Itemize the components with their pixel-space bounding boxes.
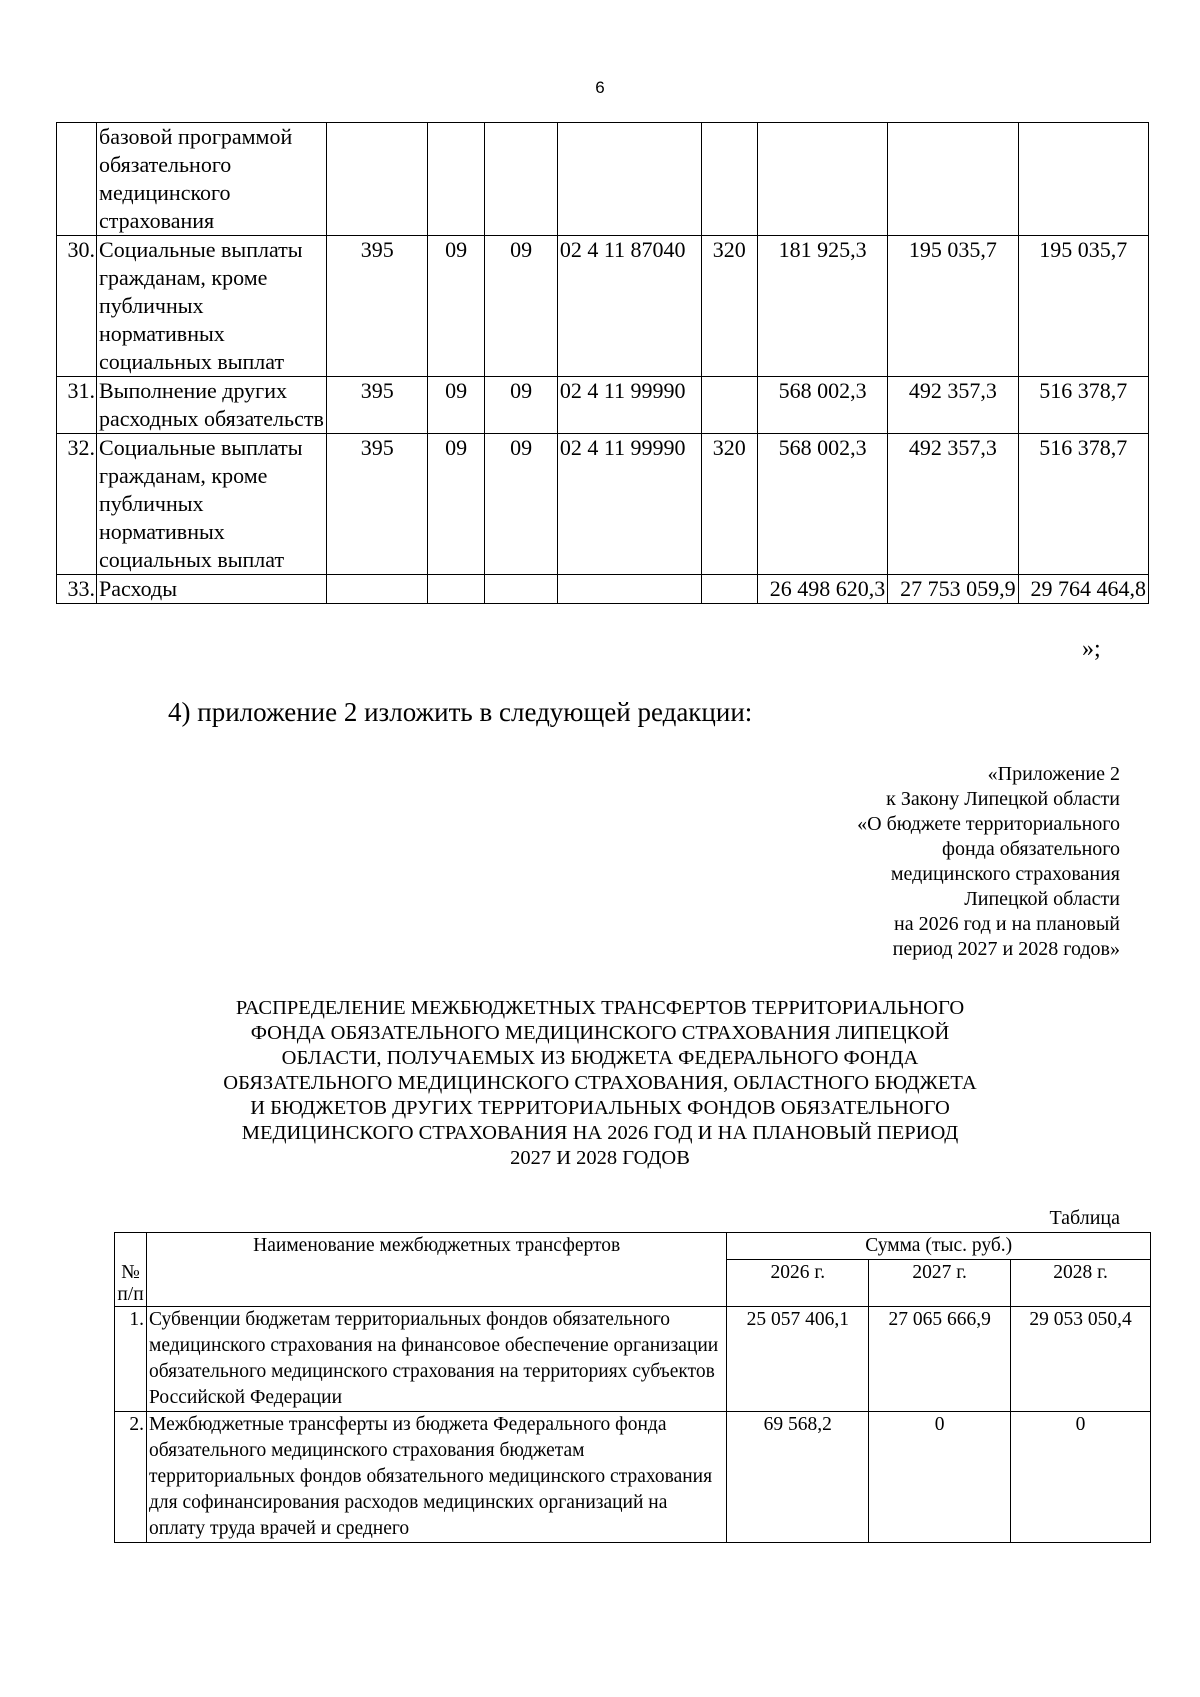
- heading-line: 2027 И 2028 ГОДОВ: [510, 1147, 690, 1169]
- row-2027: 27 065 666,9: [869, 1307, 1011, 1412]
- row-glav: [327, 123, 428, 236]
- row-name: Субвенции бюджетам территориальных фондов обязательного медицинского страхования на финансовое обеспечение организации обязательного медицинского страхования на территориях субъектов Российской Федерации: [146, 1307, 726, 1412]
- transfers-table: [114, 1232, 1151, 1543]
- row-rz: [428, 123, 485, 236]
- row-2027: 492 357,3: [888, 377, 1018, 434]
- row-2026: 26 498 620,3: [757, 575, 887, 604]
- col-header-2026: 2026 г.: [727, 1260, 869, 1307]
- row-pr: 09: [485, 377, 557, 434]
- row-vr: [701, 575, 757, 604]
- page-number: 6: [595, 78, 605, 97]
- table-row: [57, 434, 1149, 575]
- row-2028: 29 764 464,8: [1018, 575, 1148, 604]
- col-header-2028: 2028 г.: [1011, 1260, 1151, 1307]
- row-name: Выполнение других расходных обязательств: [97, 377, 327, 434]
- row-glav: [327, 575, 428, 604]
- row-2028: 29 053 050,4: [1011, 1307, 1151, 1412]
- heading-line: И БЮДЖЕТОВ ДРУГИХ ТЕРРИТОРИАЛЬНЫХ ФОНДОВ ОБЯЗАТЕЛЬНОГО: [250, 1097, 950, 1119]
- row-2027: 492 357,3: [888, 434, 1018, 575]
- heading-line: РАСПРЕДЕЛЕНИЕ МЕЖБЮДЖЕТНЫХ ТРАНСФЕРТОВ ТЕРРИТОРИАЛЬНОГО: [235, 997, 965, 1019]
- row-vr: 320: [701, 434, 757, 575]
- row-number: [57, 123, 97, 236]
- row-vr: [701, 123, 757, 236]
- row-rz: 09: [428, 377, 485, 434]
- row-glav: 395: [327, 434, 428, 575]
- row-2028: 516 378,7: [1018, 434, 1148, 575]
- row-csr: [557, 575, 701, 604]
- row-number: 30.: [57, 236, 97, 377]
- row-rz: 09: [428, 236, 485, 377]
- heading-line: ОБЛАСТИ, ПОЛУЧАЕМЫХ ИЗ БЮДЖЕТА ФЕДЕРАЛЬНОГО ФОНДА: [281, 1047, 919, 1069]
- row-2027: [888, 123, 1018, 236]
- row-name: базовой программой обязательного медицинского страхования: [97, 123, 327, 236]
- row-glav: 395: [327, 236, 428, 377]
- appendix-line: Липецкой области: [964, 888, 1120, 910]
- appendix-line: фонда обязательного: [942, 838, 1120, 860]
- table-row: [115, 1412, 1151, 1543]
- heading-line: МЕДИЦИНСКОГО СТРАХОВАНИЯ НА 2026 ГОД И НА ПЛАНОВЫЙ ПЕРИОД: [241, 1122, 959, 1144]
- row-number: 31.: [57, 377, 97, 434]
- row-number: 32.: [57, 434, 97, 575]
- col-header-sum: Сумма (тыс. руб.): [727, 1233, 1151, 1260]
- row-name: Расходы: [97, 575, 327, 604]
- row-csr: 02 4 11 87040: [557, 236, 701, 377]
- row-2028: 195 035,7: [1018, 236, 1148, 377]
- section-heading: [100, 996, 1100, 1171]
- expenditure-table: [56, 122, 1149, 604]
- row-2028: 516 378,7: [1018, 377, 1148, 434]
- col-header-2027: 2027 г.: [869, 1260, 1011, 1307]
- closing-quote: »;: [1082, 636, 1101, 662]
- row-pr: [485, 575, 557, 604]
- table-label: Таблица: [1049, 1207, 1120, 1229]
- row-name: Межбюджетные трансферты из бюджета Федерального фонда обязательного медицинского страхования бюджетам территориальных фондов обязательного медицинского страхования для софинансирования расходов медицинских организаций на оплату труда врачей и среднего: [146, 1412, 726, 1543]
- row-pr: 09: [485, 236, 557, 377]
- table-row: [115, 1307, 1151, 1412]
- row-vr: [701, 377, 757, 434]
- row-name: Социальные выплаты гражданам, кроме публичных нормативных социальных выплат: [97, 236, 327, 377]
- appendix-note: [857, 762, 1120, 962]
- row-2027: 0: [869, 1412, 1011, 1543]
- row-2028: [1018, 123, 1148, 236]
- row-2026: 568 002,3: [757, 434, 887, 575]
- table-row: [57, 123, 1149, 236]
- table-row-total: [57, 575, 1149, 604]
- row-name: Социальные выплаты гражданам, кроме публичных нормативных социальных выплат: [97, 434, 327, 575]
- row-2026: [757, 123, 887, 236]
- row-pr: 09: [485, 434, 557, 575]
- heading-line: ОБЯЗАТЕЛЬНОГО МЕДИЦИНСКОГО СТРАХОВАНИЯ, ОБЛАСТНОГО БЮДЖЕТА: [223, 1072, 977, 1094]
- row-number: 33.: [57, 575, 97, 604]
- row-number: 2.: [115, 1412, 147, 1543]
- row-2026: 181 925,3: [757, 236, 887, 377]
- appendix-line: к Закону Липецкой области: [886, 788, 1120, 810]
- row-rz: 09: [428, 434, 485, 575]
- row-csr: 02 4 11 99990: [557, 377, 701, 434]
- row-2026: 25 057 406,1: [727, 1307, 869, 1412]
- row-2027: 195 035,7: [888, 236, 1018, 377]
- table-row: [57, 236, 1149, 377]
- appendix-line: «О бюджете территориального: [857, 813, 1120, 835]
- row-rz: [428, 575, 485, 604]
- col-header-name: Наименование межбюджетных трансфертов: [146, 1233, 726, 1307]
- heading-line: ФОНДА ОБЯЗАТЕЛЬНОГО МЕДИЦИНСКОГО СТРАХОВАНИЯ ЛИПЕЦКОЙ: [250, 1022, 950, 1044]
- row-pr: [485, 123, 557, 236]
- appendix-line: «Приложение 2: [987, 763, 1120, 785]
- row-glav: 395: [327, 377, 428, 434]
- header-row: [115, 1233, 1151, 1260]
- appendix-line: период 2027 и 2028 годов»: [892, 938, 1120, 960]
- row-vr: 320: [701, 236, 757, 377]
- row-2027: 27 753 059,9: [888, 575, 1018, 604]
- amendment-instruction: 4) приложение 2 изложить в следующей редакции:: [168, 697, 753, 727]
- row-2028: 0: [1011, 1412, 1151, 1543]
- row-number: 1.: [115, 1307, 147, 1412]
- appendix-line: на 2026 год и на плановый: [893, 913, 1120, 935]
- row-csr: [557, 123, 701, 236]
- row-2026: 69 568,2: [727, 1412, 869, 1543]
- col-header-num: № п/п: [115, 1233, 147, 1307]
- row-csr: 02 4 11 99990: [557, 434, 701, 575]
- appendix-line: медицинского страхования: [890, 863, 1120, 885]
- table-row: [57, 377, 1149, 434]
- row-2026: 568 002,3: [757, 377, 887, 434]
